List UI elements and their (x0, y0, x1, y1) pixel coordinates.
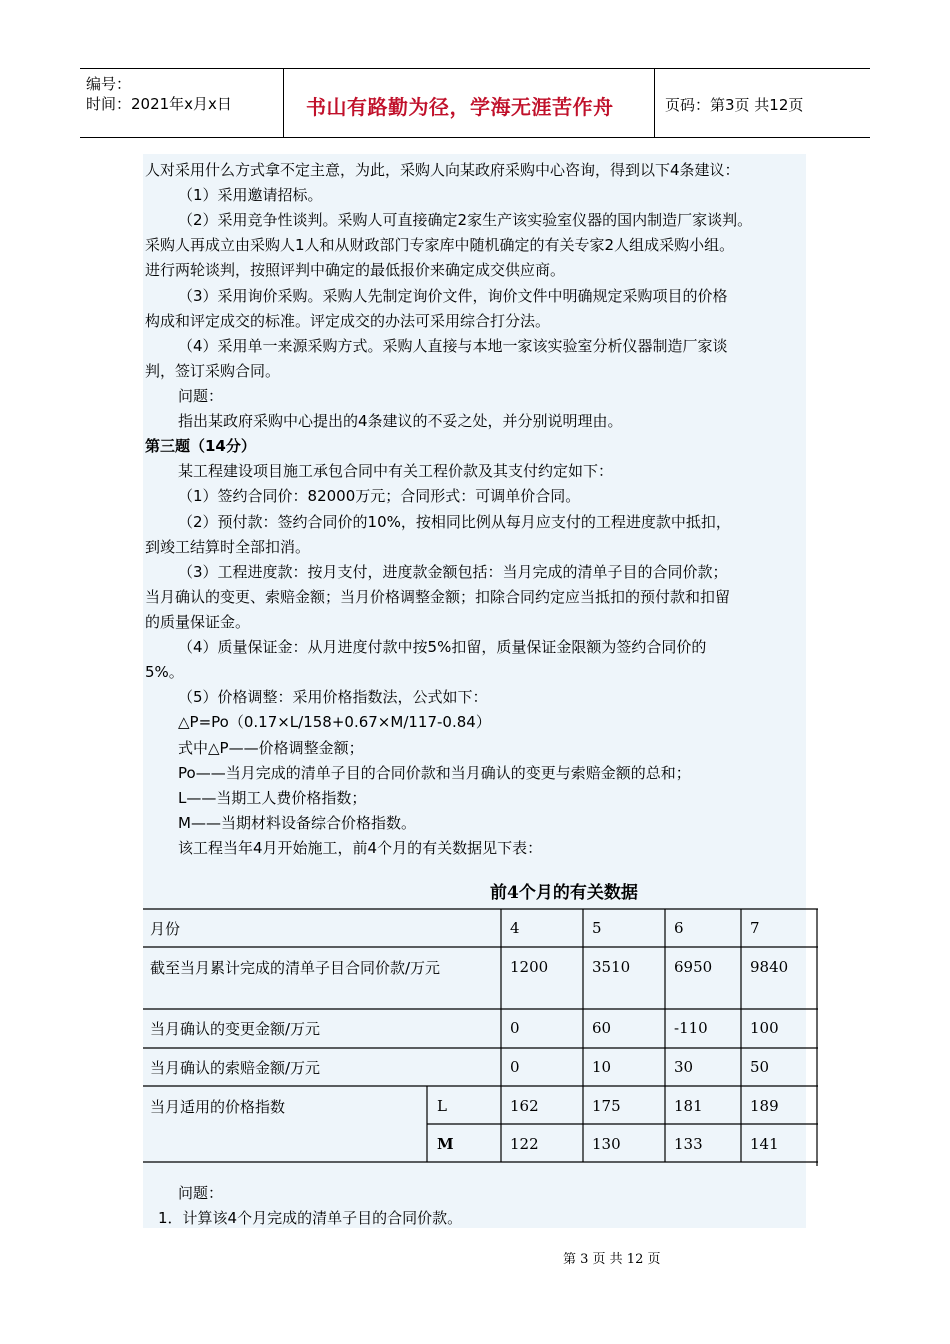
table-cell: 0 (510, 1058, 520, 1076)
paragraph-line: 采购人再成立由采购人1人和从财政部门专家库中随机确定的有关专家2人组成采购小组。 (145, 236, 735, 254)
paragraph-line: 指出某政府采购中心提出的4条建议的不妥之处，并分别说明理由。 (178, 412, 623, 430)
paragraph-line: （5）价格调整：采用价格指数法，公式如下： (178, 688, 488, 706)
table-cell: 181 (674, 1097, 703, 1115)
paragraph-line: M——当期材料设备综合价格指数。 (178, 814, 416, 832)
table-cell: 189 (750, 1097, 779, 1115)
paragraph-line: 的质量保证金。 (145, 613, 251, 631)
row-label-price-index: 当月适用的价格指数 (150, 1098, 286, 1116)
serial-label: 编号： (86, 75, 132, 93)
paragraph-line: 进行两轮谈判，按照评判中确定的最低报价来确定成交供应商。 (145, 261, 566, 279)
table-cell: 130 (592, 1135, 621, 1153)
table-cell: 0 (510, 1019, 520, 1037)
paragraph-line: 某工程建设项目施工承包合同中有关工程价款及其支付约定如下： (178, 462, 614, 480)
paragraph-line: （3）采用询价采购。采购人先制定询价文件，询价文件中明确规定采购项目的价格 (178, 287, 728, 305)
index-label-L: L (437, 1097, 447, 1115)
question-label: 问题： (178, 1184, 224, 1202)
paragraph-line: Po——当月完成的清单子目的合同价款和当月确认的变更与索赔金额的总和； (178, 764, 691, 782)
table-cell: 60 (592, 1019, 612, 1037)
paragraph-line: 5%。 (145, 663, 184, 681)
paragraph-line: （1）采用邀请招标。 (178, 186, 323, 204)
month-7-header: 7 (750, 919, 760, 937)
section-heading: 第三题（14分） (145, 437, 256, 455)
paragraph-line: （4）质量保证金：从月进度付款中按5%扣留，质量保证金限额为签约合同价的 (178, 638, 707, 656)
row-label-cumulative: 截至当月累计完成的清单子目合同价款/万元 (150, 959, 441, 977)
page-info: 页码：第3页 共12页 (665, 96, 804, 114)
paragraph-line: 人对采用什么方式拿不定主意，为此，采购人向某政府采购中心咨询，得到以下4条建议： (145, 161, 740, 179)
table-cell: 141 (750, 1135, 779, 1153)
table-cell: -110 (674, 1019, 708, 1037)
paragraph-line: 判，签订采购合同。 (145, 362, 281, 380)
table-header-label: 月份 (150, 920, 181, 938)
paragraph-line: 该工程当年4月开始施工，前4个月的有关数据见下表： (178, 839, 543, 857)
paragraph-line: （2）采用竞争性谈判。采购人可直接确定2家生产该实验室仪器的国内制造厂家谈判。 (178, 211, 753, 229)
motto: 书山有路勤为径，学海无涯苦作舟 (306, 95, 614, 119)
paragraph-line: （3）工程进度款：按月支付，进度款金额包括：当月完成的清单子目的合同价款； (178, 563, 728, 581)
table-title: 前4个月的有关数据 (490, 883, 638, 903)
question-1: 1．计算该4个月完成的清单子目的合同价款。 (158, 1209, 463, 1227)
table-cell: 30 (674, 1058, 694, 1076)
month-5-header: 5 (592, 919, 602, 937)
paragraph-line: L——当期工人费价格指数； (178, 789, 367, 807)
paragraph-line: （4）采用单一来源采购方式。采购人直接与本地一家该实验室分析仪器制造厂家谈 (178, 337, 728, 355)
table-cell: 6950 (674, 958, 713, 976)
formula-line: △P=Po（0.17×L/158+0.67×M/117-0.84） (178, 713, 491, 731)
table-cell: 50 (750, 1058, 770, 1076)
paragraph-line: （1）签约合同价：82000万元；合同形式：可调单价合同。 (178, 487, 581, 505)
row-label-claims: 当月确认的索赔金额/万元 (150, 1059, 321, 1077)
table-cell: 10 (592, 1058, 612, 1076)
paragraph-line: 构成和评定成交的标准。评定成交的办法可采用综合打分法。 (145, 312, 551, 330)
index-label-M: M (437, 1135, 454, 1153)
paragraph-line: 到竣工结算时全部扣消。 (145, 538, 311, 556)
table-cell: 9840 (750, 958, 789, 976)
table-cell: 175 (592, 1097, 621, 1115)
paragraph-line: 式中△P——价格调整金额； (178, 739, 364, 757)
table-cell: 100 (750, 1019, 779, 1037)
table-cell: 3510 (592, 958, 631, 976)
page-footer: 第 3 页 共 12 页 (563, 1252, 661, 1267)
table-cell: 133 (674, 1135, 703, 1153)
month-4-header: 4 (510, 919, 520, 937)
table-cell: 1200 (510, 958, 549, 976)
paragraph-line: 问题： (178, 387, 224, 405)
table-cell: 162 (510, 1097, 539, 1115)
table-cell: 122 (510, 1135, 539, 1153)
date-label: 时间：2021年x月x日 (86, 95, 232, 113)
month-6-header: 6 (674, 919, 684, 937)
paragraph-line: 当月确认的变更、索赔金额；当月价格调整金额；扣除合同约定应当抵扣的预付款和扣留 (145, 588, 731, 606)
row-label-changes: 当月确认的变更金额/万元 (150, 1020, 321, 1038)
paragraph-line: （2）预付款：签约合同价的10%，按相同比例从每月应支付的工程进度款中抵扣， (178, 513, 731, 531)
